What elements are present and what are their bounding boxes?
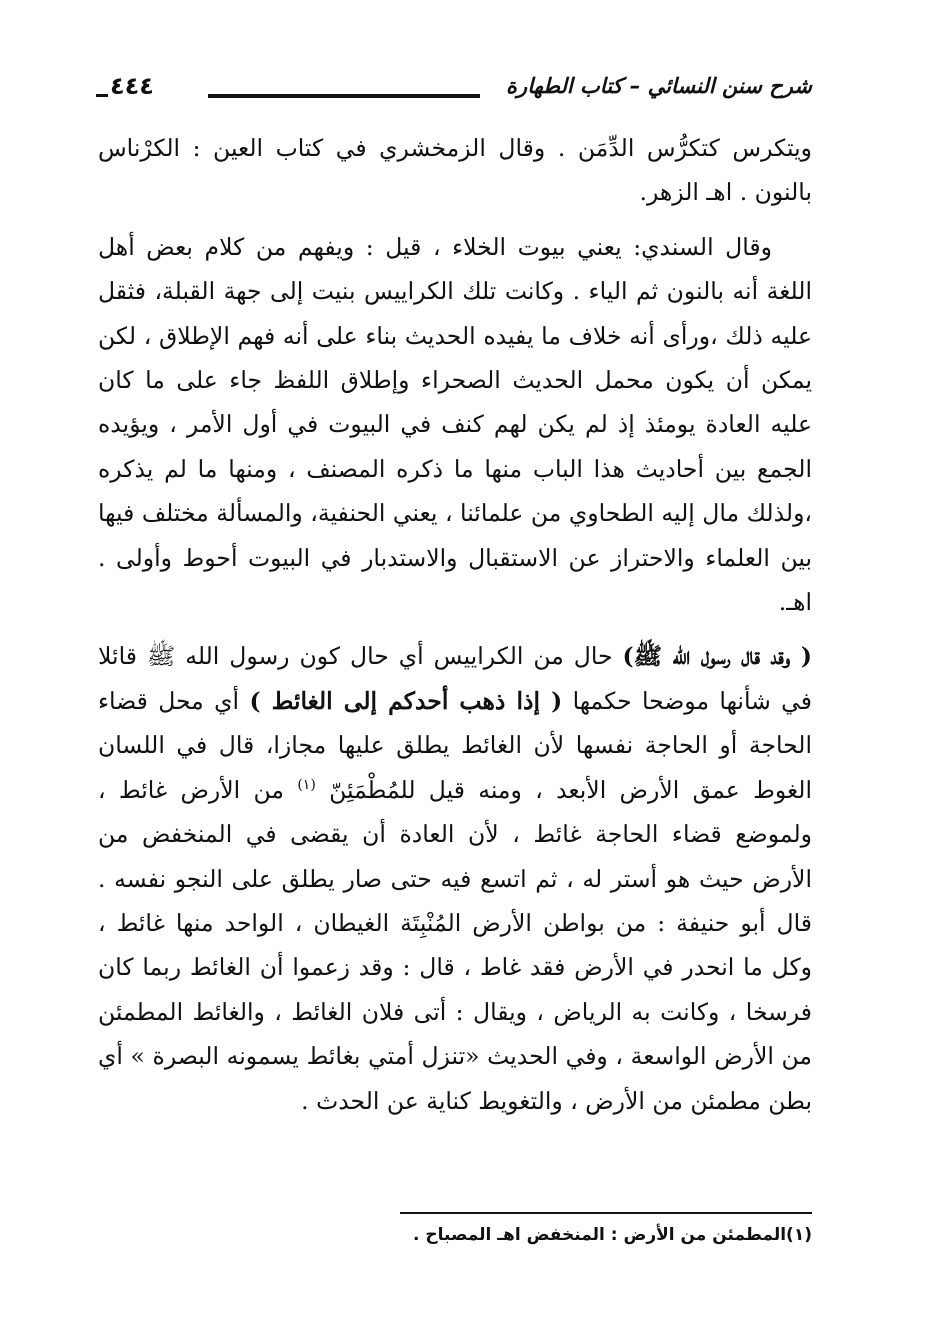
running-title: شرح سنن النسائي – كتاب الطهارة <box>506 74 812 98</box>
page-number: ٤٤٤ <box>110 72 154 100</box>
commentary-text-1: حال من الكراييس أي حال كون رسول الله ﷺ قائلا في شأنها موضحا حكمها <box>98 642 812 715</box>
hadith-quote-2: ( إذا ذهب أحدكم إلى الغائط ) <box>249 686 563 715</box>
paragraph-continuation: ويتكرس كتكرُّس الدِّمَن . وقال الزمخشري في كتاب العين : الكرْناس بالنون . اهـ الزهر. <box>98 134 812 207</box>
running-header <box>96 70 812 110</box>
footnote-rule <box>400 1212 812 1214</box>
header-rule <box>208 94 480 98</box>
commentary-text-2: أي محل قضاء الحاجة أو الحاجة نفسها لأن الغائط يطلق عليها مجازا، قال في اللسان الغوط عمق الأرض الأبعد ، ومنه قيل للمُطْمَئِنّ <box>98 686 812 804</box>
body-text <box>98 126 812 1123</box>
paragraph-hadith-commentary <box>98 634 812 1122</box>
footnote-reference[interactable]: (١) <box>297 776 316 793</box>
footnote: (١)المطمئن من الأرض : المنخفض اهـ المصباح . <box>413 1225 812 1245</box>
hadith-quote-1: ( وقد قال رسول الله ﷺ) <box>622 642 812 671</box>
commentary-text-3: من الأرض غائط ، ولموضع قضاء الحاجة غائط ، لأن العادة أن يقضى في المنخفض من الأرض حيث هو أستر له ، ثم اتسع فيه حتى صار يطلق على النجو نفسه . قال أبو حنيفة : من بواطن الأرض المُنْبِتَة الغيطان ، الواحد منها غائط ، وكل ما انحدر في الأرض فقد غاط ، قال : وقد زعموا أن الغائط ربما كان فرسخا ، وكانت به الرياض ، ويقال : أتى فلان الغائط ، والغائط المطمئن من الأرض الواسعة ، وفي الحديث «تنزل أمتي بغائط يسمونه البصرة » أي بطن مطمئن من الأرض ، والتغويط كناية عن الحدث . <box>98 775 812 1115</box>
paragraph-sindi: وقال السندي: يعني بيوت الخلاء ، قيل : ويفهم من كلام بعض أهل اللغة أنه بالنون ثم الياء . وكانت تلك الكراييس بنيت إلى جهة القبلة، فثقل عليه ذلك ،ورأى أنه خلاف ما يفيده الحديث بناء على أنه فهم الإطلاق ، لكن يمكن أن يكون محمل الحديث الصحراء وإطلاق اللفظ جاء على ما كان عليه العادة يومئذ إذ لم يكن لهم كنف في البيوت في أول الأمر ، ويؤيده الجمع بين أحاديث هذا الباب منها ما ذكره المصنف ، ومنها ما لم يذكره ،ولذلك مال إليه الطحاوي من علمائنا ، يعني الحنفية، والمسألة مختلف فيها بين العلماء والاحتراز عن الاستقبال والاستدبار في البيوت أحوط وأولى . اهـ. <box>98 232 812 617</box>
page-number-rule <box>96 94 108 97</box>
